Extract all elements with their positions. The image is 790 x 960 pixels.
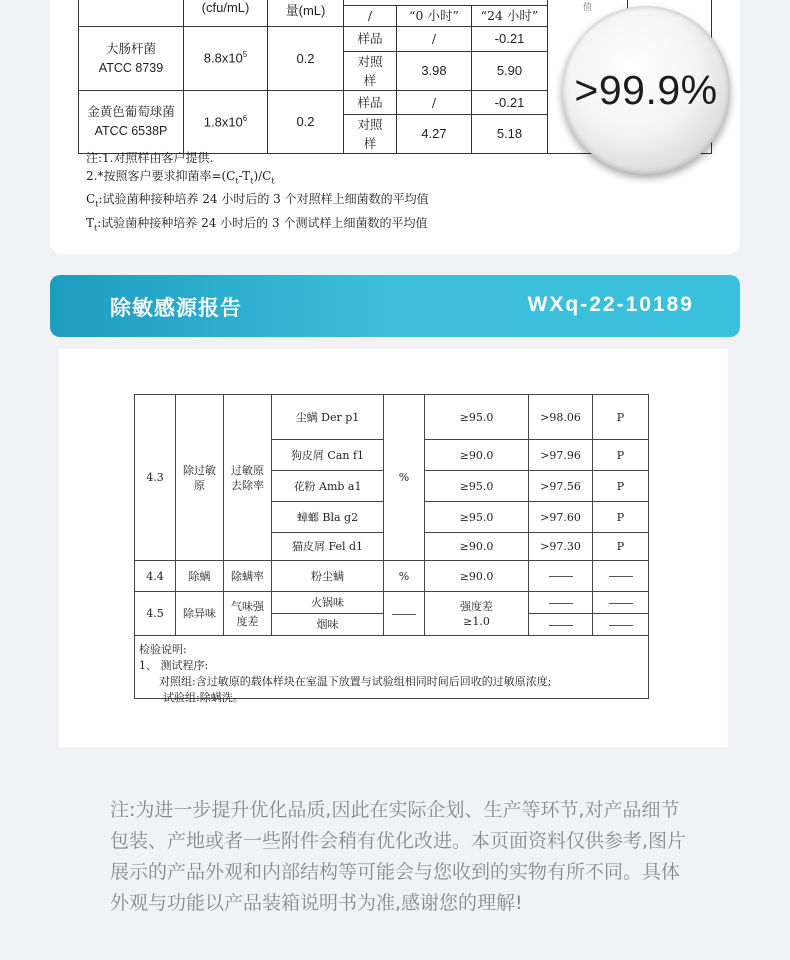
table-row: 狗皮屑 Can f1 ≥90.0 >97.96 P <box>135 440 649 471</box>
dash-mark <box>392 614 416 615</box>
table-row: 对照样 4.27 5.18 <box>79 114 712 153</box>
slash-header: / <box>344 5 397 26</box>
concentration-cell: $8.8x10^5$ <box>184 26 268 90</box>
control-label: 对照样 <box>344 51 397 90</box>
control-label: 对照样 <box>344 114 397 153</box>
dash-mark <box>609 603 633 604</box>
time-0h-header: “0 小时” <box>397 5 472 26</box>
sample-label: 样品 <box>344 90 397 114</box>
table-row: 蟑螂 Bla g2 ≥95.0 >97.60 P <box>135 502 649 533</box>
dash-mark <box>609 625 633 626</box>
organism-cell: 大肠杆菌 ATCC 8739 <box>79 26 184 90</box>
section-title: 除敏感源报告 <box>110 297 242 320</box>
time-24h-header: “24 小时” <box>472 5 548 26</box>
disclaimer-text: 注:为进一步提升优化品质,因此在实际企划、生产等环节,对产品细节包装、产地或者一些附件会稍有优化改进。本页面资料仅供参考,图片展示的产品外观和内部结构等可能会与您收到的实物有所不同。具体外观与功能以产品装箱说明书为准,感谢您的理解! <box>110 799 687 914</box>
table-row: 对照样 3.98 5.90 <box>79 51 712 90</box>
organism-cell: 金黄色葡萄球菌 ATCC 6538P <box>79 90 184 153</box>
table-row: 4.4 除螨 除螨率 粉尘螨 % ≥90.0 <box>135 561 649 592</box>
table-row: 4.3 除过敏原 过敏原去除率 尘螨 Der p1 % ≥95.0 >98.06 P <box>135 395 649 440</box>
result-header: 值 <box>548 0 628 26</box>
table-row: 花粉 Amb a1 ≥95.0 >97.56 P <box>135 471 649 502</box>
table-row: 4.5 除异味 气味强度差 火锅味 强度差 ≥1.0 <box>135 592 649 614</box>
unit-header: (cfu/mL) <box>184 0 268 26</box>
dash-mark <box>549 576 573 577</box>
section-banner <box>50 275 740 337</box>
dash-mark <box>549 603 573 604</box>
table-row: 烟味 <box>135 614 649 636</box>
table-notes: 注:1.对照样由客户提供. 2.*按照客户要求抑菌率$=(C_t-T_t)/C_t$ $C_t$:试验菌种接种培养 24 小时后的 3 个对照样上细菌数的平均值 $T_t$:试验菌种接种培养 24 小时后的 3 个测试样上细菌数的平均值 <box>86 151 429 233</box>
sample-label: 样品 <box>344 26 397 51</box>
table-row: 猫皮屑 Fel d1 ≥90.0 >97.30 P <box>135 533 649 561</box>
volume-cell: 0.2 <box>268 26 344 90</box>
concentration-cell: $1.8x10^6$ <box>184 90 268 153</box>
table-row: 大肠杆菌 ATCC 8739 $8.8x10^5$ 0.2 样品 / -0.21 <box>79 26 712 51</box>
dash-mark <box>549 625 573 626</box>
efficacy-value: >99.9% <box>574 66 718 113</box>
report-code: WXq-22-10189 <box>527 293 694 316</box>
dash-mark <box>609 576 633 577</box>
table-row: 金黄色葡萄球菌 ATCC 6538P $1.8x10^6$ 0.2 样品 / -0.21 <box>79 90 712 114</box>
report-scan: 4.3 除过敏原 过敏原去除率 尘螨 Der p1 % ≥95.0 >98.06 P 狗皮屑 Can f1 ≥90.0 >97.96 P 花粉 Amb a1 ≥95.0 >97.56 P 蟑螂 Bla g2 ≥95.0 >97.60 P 猫皮屑 Fel d1 ≥90.0 >97.30 P 4.4 除螨 除螨率 粉尘螨 % ≥90.0 4.5 除异味 气味强度差 火锅味 强度差 ≥1.0 烟味 检验说明: 1、 测试程序: 对照组:含过敏原的载体样块在室温下放置与试验组相同时间后回收的过敏原浓度; 试验组:除螨洗。 <box>59 349 728 747</box>
magnifier-badge <box>562 6 730 174</box>
inspection-notes <box>135 636 649 699</box>
allergen-table <box>134 394 649 699</box>
volume-cell: 0.2 <box>268 90 344 153</box>
volume-header: 量(mL) <box>268 0 344 26</box>
